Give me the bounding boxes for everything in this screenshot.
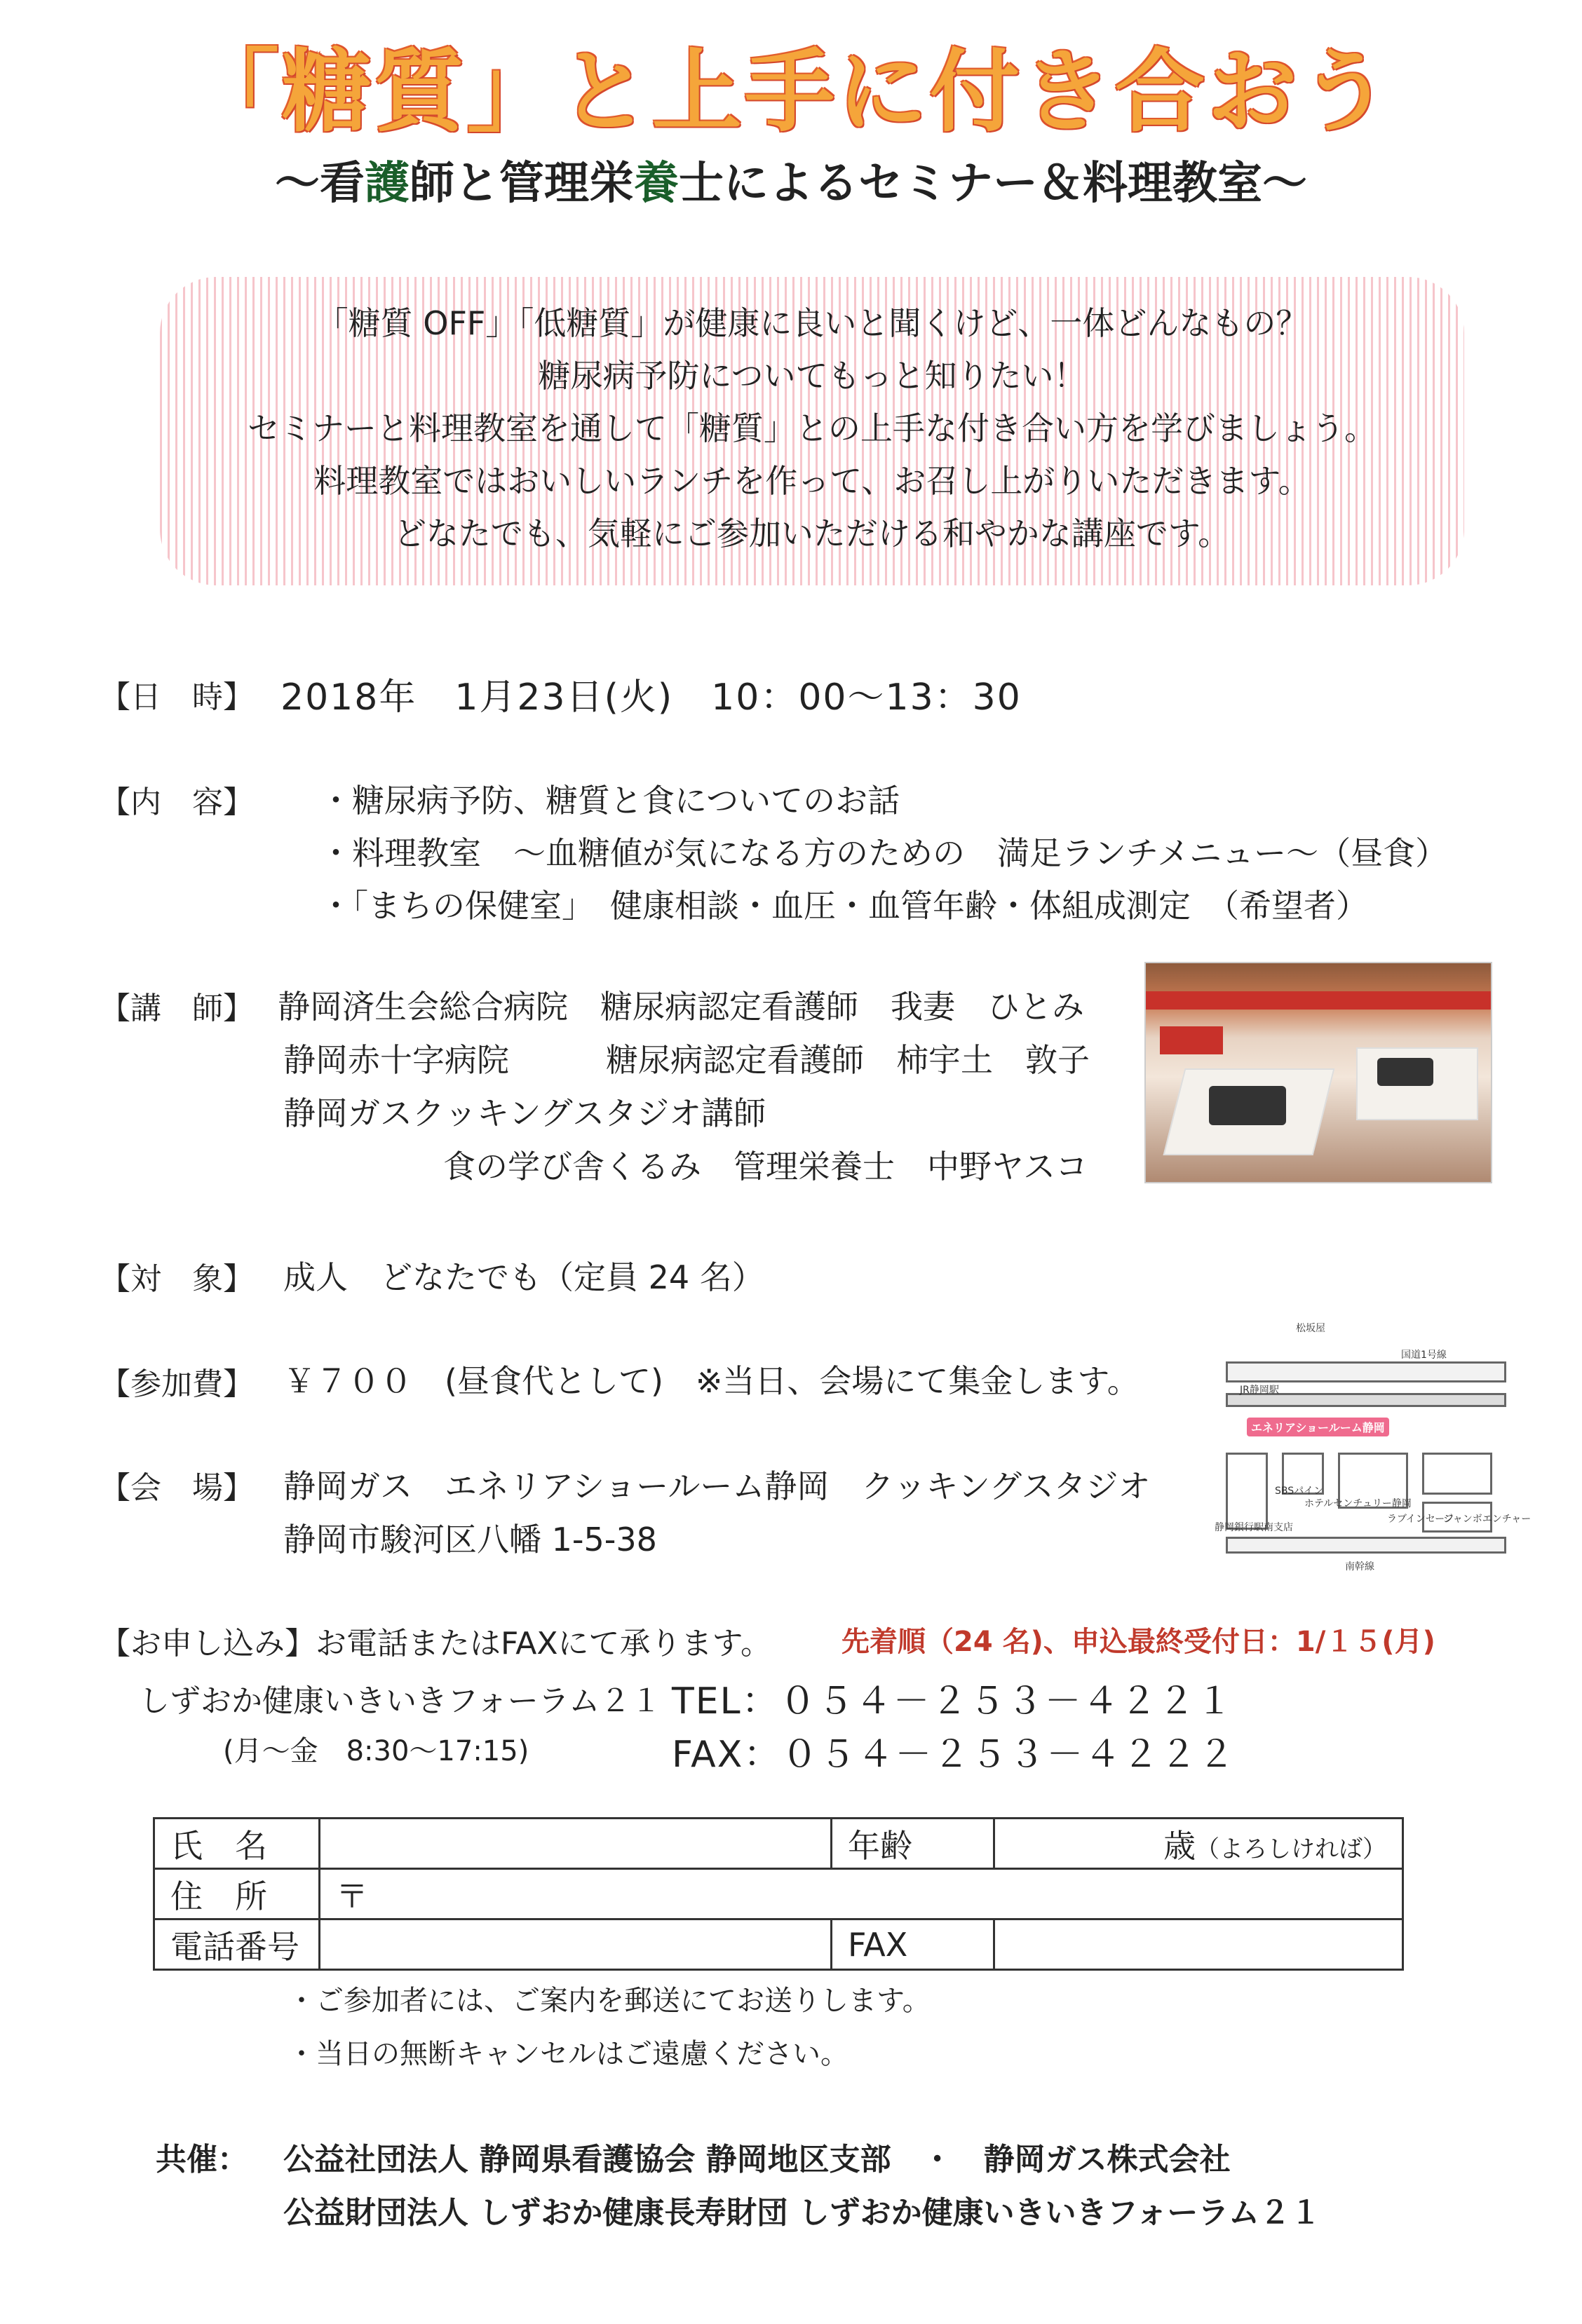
application-label: 【お申し込み】お電話またはFAXにて承ります。 [100,1626,771,1662]
venue-name: 静岡ガス エネリアショールーム静岡 クッキングスタジオ [283,1467,1151,1505]
application-org: しずおか健康いきいきフォーラム２１ [139,1683,662,1719]
venue-map [1212,1312,1532,1577]
application-deadline: 先着順（24 名)、申込最終受付日：1/１５(月) [841,1626,1435,1658]
name-field[interactable] [320,1819,832,1869]
phone-field[interactable] [320,1919,832,1970]
lecturer-line: 静岡赤十字病院 糖尿病認定看護師 柿宇土 敦子 [283,1041,1090,1079]
map-venue-label: エネリアショールーム静岡 [1247,1418,1389,1436]
intro-line: セミナーと料理教室を通して「糖質」との上手な付き合い方を学びましょう。 [248,409,1377,447]
address-label: 住 所 [154,1869,320,1919]
map-label: SBSパイン [1275,1486,1324,1497]
lecturer-line: 静岡済生会総合病院 糖尿病認定看護師 我妻 ひとみ [278,988,1084,1026]
postal-mark: 〒 [336,1877,368,1915]
subtitle-mid: 師と管理栄 [410,158,634,210]
note-item: ・当日の無断キャンセルはご遠慮ください。 [288,2038,849,2070]
map-label: ジャンボエンチャー [1443,1514,1532,1525]
application-fax: FAX：０５４－２５３－４２２２ [672,1734,1236,1776]
lecturer-line: 食の学び舎くるみ 管理栄養士 中野ヤスコ [443,1148,1088,1185]
application-form [153,1817,1404,1971]
age-label: 年齢 [832,1819,994,1869]
fax-label: FAX [832,1919,994,1970]
content-label: 【内 容】 [100,784,254,820]
lecturer-label: 【講 師】 [100,991,254,1026]
sponsor-line: 公益財団法人 しずおか健康長寿財団 しずおか健康いきいきフォーラム２１ [283,2195,1321,2231]
datetime-label: 【日 時】 [100,679,254,715]
note-item: ・ご参加者には、ご案内を郵送にてお送りします。 [288,1985,931,2017]
sponsor-label: 共催： [156,2142,248,2177]
map-label: JR静岡駅 [1240,1385,1279,1396]
map-label: 静岡銀行駅南支店 [1215,1522,1293,1533]
fee-value: ￥７００ (昼食代として) ※当日、会場にて集金します。 [283,1362,1140,1400]
lecturer-line: 静岡ガスクッキングスタジオ講師 [283,1094,766,1132]
fax-field[interactable] [994,1919,1403,1970]
map-label: 南幹線 [1345,1561,1374,1572]
page-subtitle [0,147,1582,212]
content-item: ・料理教室 ～血糖値が気になる方のための 満足ランチメニュー～（昼食） [320,834,1448,872]
intro-line: 糖尿病予防についてもっと知りたい！ [538,357,1086,395]
page-title: 「糖質」と上手に付き合おう [189,40,1393,144]
phone-label: 電話番号 [154,1919,320,1970]
age-field[interactable] [994,1819,1403,1869]
target-label: 【対 象】 [100,1261,254,1297]
content-item: ・「まちの保健室」 健康相談・血圧・血管年齢・体組成測定 （希望者） [320,887,1368,925]
venue-address: 静岡市駿河区八幡 1-5-38 [283,1521,657,1558]
map-label: 国道1号線 [1401,1350,1447,1361]
application-hours: (月～金 8:30～17:15) [223,1735,529,1767]
map-label: ラブインセーフ [1387,1514,1454,1525]
datetime-value: 2018年 1月23日(火) 10：00～13：30 [280,677,1022,719]
map-label: ホテルセンチュリー静岡 [1304,1498,1412,1509]
map-label: 松坂屋 [1296,1323,1325,1334]
application-tel: TEL：０５４－２５３－４２２１ [672,1680,1234,1722]
fee-label: 【参加費】 [100,1366,254,1402]
address-field[interactable] [320,1869,1403,1919]
subtitle-pre: ～看 [275,158,365,210]
intro-line: どなたでも、気軽にご参加いただける和やかな講座です。 [393,515,1231,552]
intro-line: 料理教室ではおいしいランチを作って、お召し上がりいただきます。 [313,462,1311,500]
subtitle-accent-2: 養 [634,158,679,210]
subtitle-post: 士によるセミナー＆料理教室～ [679,158,1307,210]
age-note: （よろしければ） [1196,1835,1386,1863]
name-label: 氏 名 [154,1819,320,1869]
target-value: 成人 どなたでも（定員 24 名） [283,1258,764,1296]
subtitle-accent-1: 護 [365,158,410,210]
sponsor-line: 公益社団法人 静岡県看護協会 静岡地区支部 ・ 静岡ガス株式会社 [283,2142,1231,2177]
kitchen-photo [1144,962,1492,1183]
intro-line: 「糖質 OFF」「低糖質」が健康に良いと聞くけど、一体どんなもの？ [316,304,1309,342]
venue-label: 【会 場】 [100,1470,254,1506]
content-item: ・糖尿病予防、糖質と食についてのお話 [320,782,900,820]
age-unit: 歳 [1163,1826,1196,1865]
